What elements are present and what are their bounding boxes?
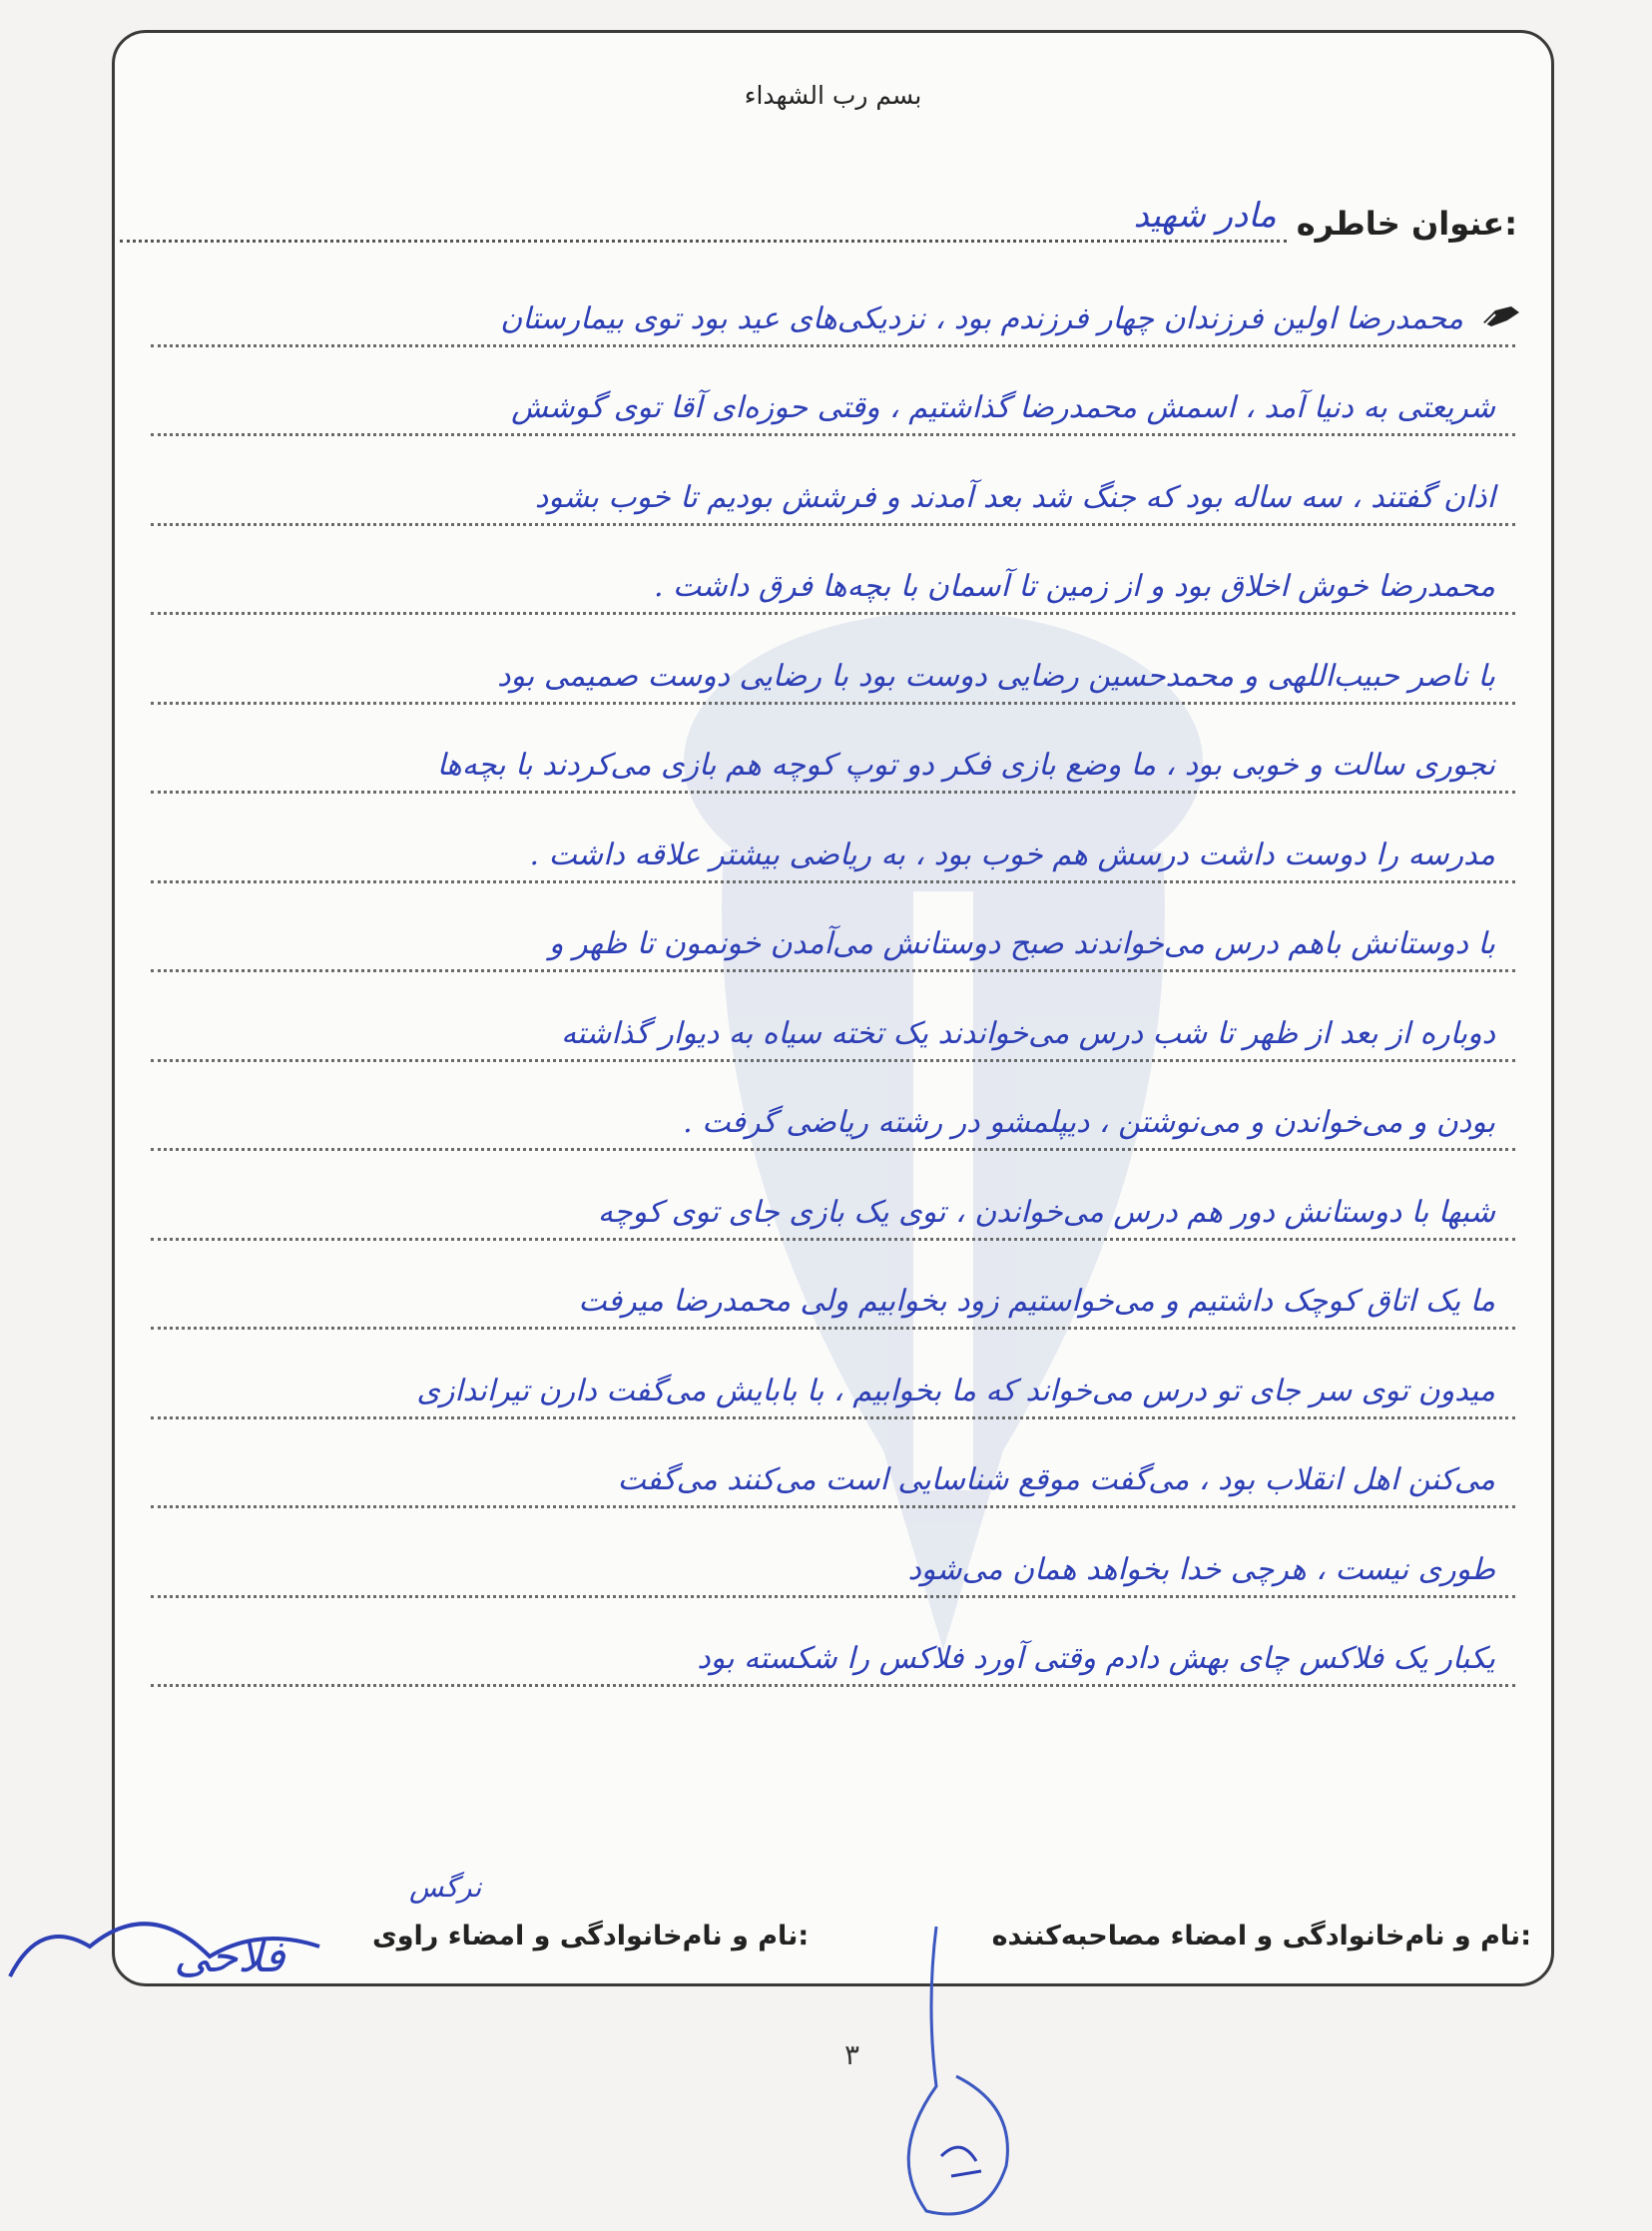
memoir-line-text: دوباره از بعد از ظهر تا شب درس می‌خواندند یک تخته سیاه به دیوار گذاشته [561,1015,1495,1051]
memoir-line-text: ما یک اتاق کوچک داشتیم و می‌خواستیم زود بخوابیم ولی محمدرضا میرفت [578,1284,1495,1319]
memoir-line-text: اذان گفتند ، سه ساله بود که جنگ شد بعد آمدند و فرشش بودیم تا خوب بشود [534,479,1495,515]
pen-hand-icon [1481,300,1521,330]
memoir-line [151,972,1515,1062]
memoir-line-text: یکبار یک فلاکس چای بهش دادم وقتی آورد فلاکس را شکسته بود [697,1641,1495,1676]
memoir-line [151,1062,1515,1152]
title-row [120,183,1517,243]
memoir-line-text: طوری نیست ، هرچی خدا بخواهد همان می‌شود [907,1551,1495,1587]
memoir-line-text: شریعتی به دنیا آمد ، اسمش محمدرضا گذاشتیم ، وقتی حوزه‌ای آقا توی گوشش [511,390,1495,425]
memoir-line-text: می‌کنن اهل انقلاب بود ، می‌گفت موقع شناسایی است می‌کنند می‌گفت [617,1462,1495,1497]
memoir-line [151,526,1515,616]
title-label: عنوان خاطره: [1296,205,1517,243]
memoir-line [151,1419,1515,1509]
memoir-line [151,705,1515,795]
memoir-line-text: شبها با دوستانش دور هم درس می‌خواندن ، توی یک بازی جای توی کوچه [597,1194,1495,1230]
memoir-line [151,436,1515,526]
memoir-line-text: با دوستانش باهم درس می‌خواندند صبح دوستانش می‌آمدن خونمون تا ظهر و [549,926,1495,961]
memoir-line-text: میدون توی سر جای تو درس می‌خواند که ما بخوابیم ، با بابایش می‌گفت دارن تیراندازی [416,1373,1495,1408]
memoir-line [151,794,1515,883]
memoir-line [151,1598,1515,1688]
memoir-line [151,1241,1515,1331]
memoir-lines [151,258,1515,1687]
memoir-line [151,258,1515,347]
memoir-line [151,1151,1515,1241]
memoir-form [112,30,1554,1986]
memoir-line [151,1330,1515,1419]
memoir-line [151,1508,1515,1598]
interviewer-signature [866,1927,1026,2226]
page-number: ۳ [844,2038,860,2071]
bismillah-header: بسم رب الشهداء [744,81,922,110]
interviewer-label: نام و نام‌خانوادگی و امضاء مصاحبه‌کننده: [991,1921,1531,1952]
narrator-signature-text: فلاحی [174,1932,285,1982]
memoir-line-text: بودن و می‌خواندن و می‌نوشتن ، دیپلمشو در رشته ریاضی گرفت . [683,1105,1495,1140]
memoir-line-text: مدرسه را دوست داشت درسش هم خوب بود ، به ریاضی بیشتر علاقه داشت . [529,837,1495,872]
memoir-line-text: محمدرضا خوش اخلاق بود و از زمین تا آسمان با بچه‌ها فرق داشت . [653,569,1495,604]
memoir-line-text: محمدرضا اولین فرزندان چهار فرزندم بود ، نزدیکی‌های عید بود توی بیمارستان [500,300,1463,336]
memoir-line [151,347,1515,437]
title-value: مادر شهید [1133,196,1277,236]
memoir-line [151,883,1515,973]
memoir-line-text: با ناصر حبیب‌اللهی و محمدحسین رضایی دوست بود با رضایی دوست صمیمی بود [497,658,1495,694]
memoir-line [151,615,1515,705]
narrator-signature [0,1857,482,1996]
memoir-line-text: نجوری سالت و خوبی بود ، ما وضع بازی فکر دو توپ کوچه هم بازی می‌کردند با بچه‌ها [436,748,1495,783]
narrator-label: نام و نام‌خانوادگی و امضاء راوی: [372,1921,810,1952]
title-field [120,196,1287,243]
signature-note: نرگس [409,1871,482,1904]
